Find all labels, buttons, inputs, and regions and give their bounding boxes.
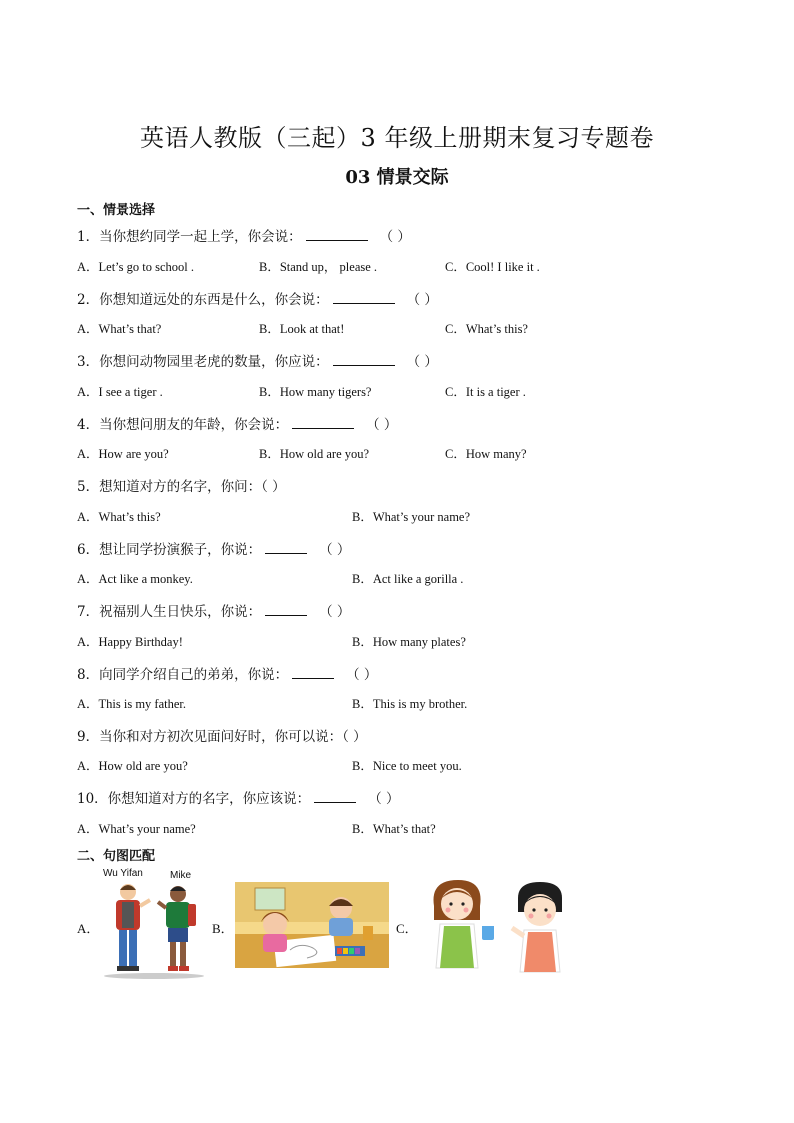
section-heading-2: 二、句图匹配 [77, 849, 156, 864]
option-b[interactable]: B．What’s that? [352, 822, 436, 836]
answer-blank[interactable] [265, 603, 307, 616]
answer-blank[interactable] [292, 416, 354, 429]
question-text: 4．当你想问朋友的年龄，你会说： [77, 417, 289, 433]
answer-paren: （ ） [368, 791, 400, 807]
option-b[interactable]: B．How old are you? [259, 447, 370, 461]
answer-blank[interactable] [333, 353, 395, 366]
option-b[interactable]: B．Stand up， please . [259, 260, 378, 274]
option-a[interactable]: A．Act like a monkey. [77, 572, 193, 586]
option-b[interactable]: B．Look at that! [259, 322, 345, 336]
option-b[interactable]: B．How many tigers? [259, 385, 372, 399]
question-text: 8．向同学介绍自己的弟弟，你说： [77, 667, 289, 683]
question-1 [77, 225, 411, 245]
option-b[interactable]: B．What’s your name? [352, 510, 471, 524]
answer-paren: （ ） [406, 354, 438, 370]
option-b[interactable]: B．Act like a gorilla . [352, 572, 464, 586]
option-a[interactable]: A．Happy Birthday! [77, 635, 183, 649]
picture-label-c: C． [396, 921, 418, 936]
question-text: 5．想知道对方的名字，你问：（ ） [77, 479, 286, 495]
option-c[interactable]: C．Cool! I like it . [445, 260, 540, 274]
question-3 [77, 350, 438, 370]
answer-paren: （ ） [319, 604, 351, 620]
picture-label-a: A． [77, 921, 100, 936]
question-text: 2．你想知道远处的东西是什么，你会说： [77, 292, 329, 308]
option-a[interactable]: A．What’s this? [77, 510, 161, 524]
question-9 [77, 725, 367, 745]
option-b[interactable]: B．This is my brother. [352, 697, 468, 711]
question-2 [77, 288, 438, 308]
option-a[interactable]: A．What’s that? [77, 322, 162, 336]
question-text: 7．祝福别人生日快乐，你说： [77, 604, 262, 620]
kids-drawing-illustration [235, 882, 389, 968]
option-a[interactable]: A．How are you? [77, 447, 169, 461]
option-a[interactable]: A．I see a tiger . [77, 385, 163, 399]
option-b[interactable]: B．How many plates? [352, 635, 466, 649]
page-subtitle: 03 情景交际 [345, 167, 449, 188]
question-8 [77, 663, 377, 683]
option-c[interactable]: C．What’s this? [445, 322, 528, 336]
name-tag-mike: Mike [170, 870, 192, 881]
question-text: 1．当你想约同学一起上学，你会说： [77, 229, 302, 245]
answer-blank[interactable] [306, 228, 368, 241]
two-girls-illustration [420, 876, 576, 974]
question-10 [77, 787, 399, 807]
option-c[interactable]: C．It is a tiger . [445, 385, 526, 399]
question-text: 6．想让同学扮演猴子，你说： [77, 542, 262, 558]
option-c[interactable]: C．How many? [445, 447, 527, 461]
answer-blank[interactable] [292, 666, 334, 679]
section-heading-1: 一、情景选择 [77, 203, 156, 218]
question-text: 9．当你和对方初次见面问好时，你可以说：（ ） [77, 729, 367, 745]
option-a[interactable]: A．Let’s go to school . [77, 260, 195, 274]
answer-blank[interactable] [314, 790, 356, 803]
question-text: 10．你想知道对方的名字，你应该说： [77, 791, 311, 807]
question-text: 3．你想问动物园里老虎的数量，你应说： [77, 354, 329, 370]
name-tag-wu-yifan: Wu Yifan [103, 868, 143, 879]
answer-paren: （ ） [379, 229, 411, 245]
answer-paren: （ ） [366, 417, 398, 433]
answer-blank[interactable] [265, 541, 307, 554]
option-b[interactable]: B．Nice to meet you. [352, 759, 462, 773]
option-a[interactable]: A．What’s your name? [77, 822, 196, 836]
answer-paren: （ ） [319, 542, 351, 558]
picture-label-b: B． [212, 921, 234, 936]
question-5 [77, 475, 286, 495]
option-a[interactable]: A．How old are you? [77, 759, 188, 773]
answer-blank[interactable] [333, 291, 395, 304]
answer-paren: （ ） [346, 667, 378, 683]
two-boys-illustration [98, 880, 210, 980]
answer-paren: （ ） [406, 292, 438, 308]
page-title: 英语人教版（三起）3 年级上册期末复习专题卷 [140, 124, 654, 152]
question-7 [77, 600, 350, 620]
question-4 [77, 413, 397, 433]
question-6 [77, 538, 350, 558]
option-a[interactable]: A．This is my father. [77, 697, 187, 711]
